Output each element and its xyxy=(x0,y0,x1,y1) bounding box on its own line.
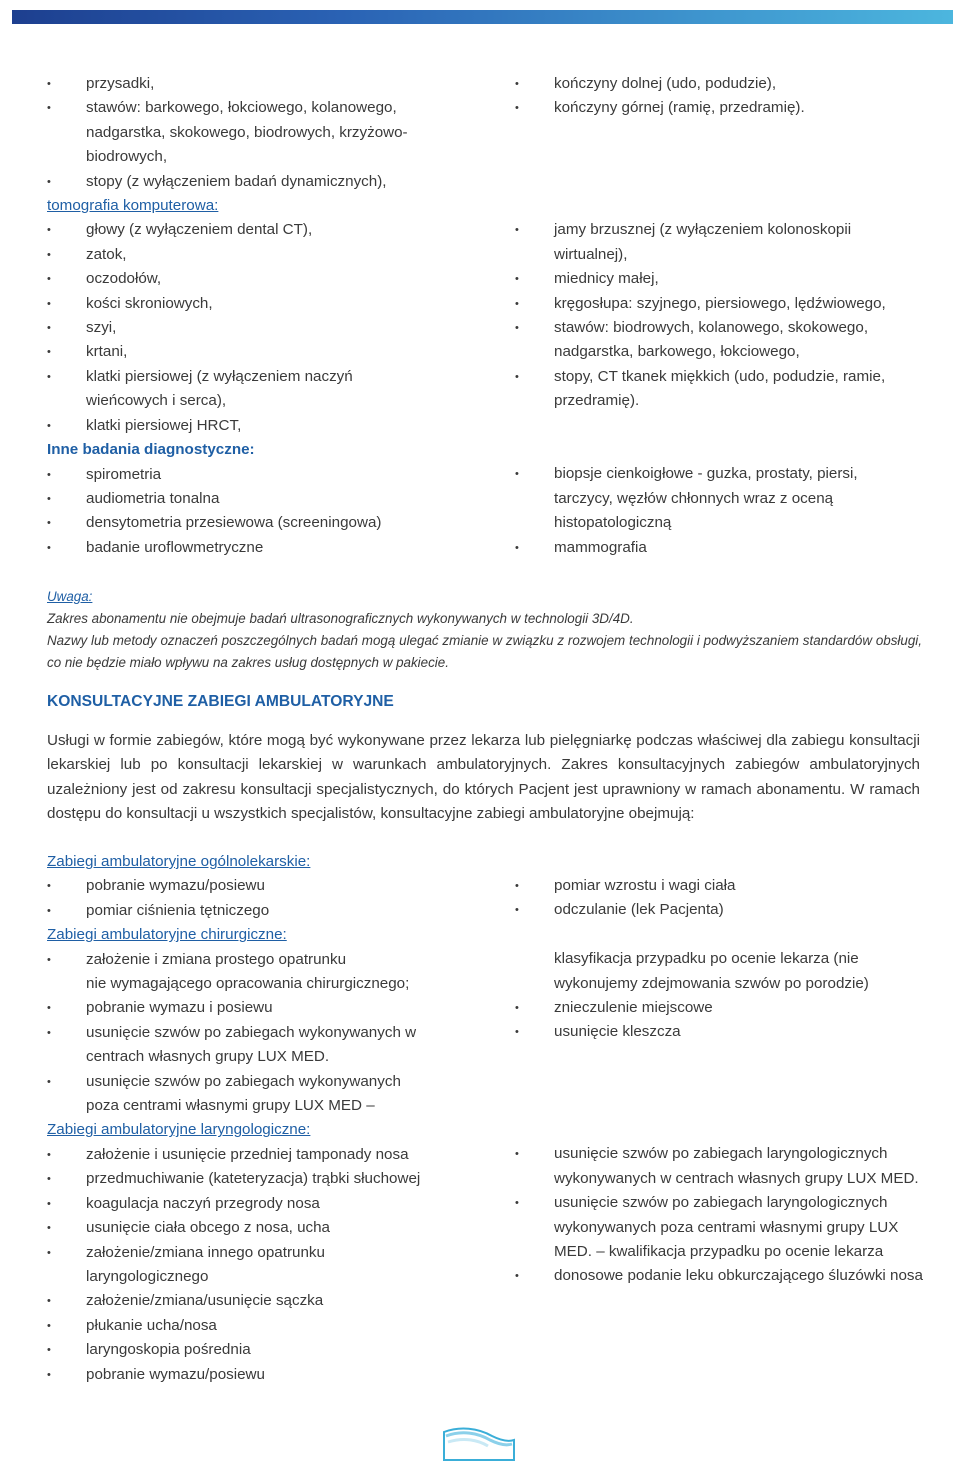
list-item: • pobranie wymazu i posiewu xyxy=(47,996,487,1020)
list-item: • usunięcie szwów po zabiegach laryngologicznych wykonywanych w centrach własnych grupy LUX MED. xyxy=(515,1142,924,1191)
list-item: • jamy brzusznej (z wyłączeniem kolonoskopii wirtualnej), xyxy=(515,218,894,267)
list-item: • spirometria xyxy=(47,463,487,487)
list-item: • donosowe podanie leku obkurczającego śluzówki nosa xyxy=(515,1264,924,1288)
header-gradient-bar xyxy=(12,10,953,24)
list-item: • kręgosłupa: szyjnego, piersiowego, lędźwiowego, xyxy=(515,292,935,316)
list-item: • densytometria przesiewowa (screeningowa) xyxy=(47,511,487,535)
diagnostics-right-column xyxy=(515,72,935,560)
list-item: • badanie uroflowmetryczne xyxy=(47,536,487,560)
list-item: • stopy, CT tkanek miękkich (udo, podudzie, ramie, przedramię). xyxy=(515,365,924,414)
list-item: • kości skroniowych, xyxy=(47,292,487,316)
list-item: • laryngoskopia pośrednia xyxy=(47,1338,487,1362)
procedures-left-column xyxy=(47,850,487,1387)
note-line-2: Nazwy lub metody oznaczeń poszczególnych badań mogą ulegać zmianie w związku z rozwojem technologii i podwyższaniem standardów obsługi, co nie będzie miało wpływu na zakres usług dostępnych w pakiecie. xyxy=(47,633,922,670)
list-item: • przysadki, xyxy=(47,72,487,96)
list-item: • miednicy małej, xyxy=(515,267,935,291)
list-item: • krtani, xyxy=(47,340,487,364)
list-item: • pomiar wzrostu i wagi ciała xyxy=(515,874,935,898)
list-item: • kończyny dolnej (udo, podudzie), xyxy=(515,72,935,96)
note-line-1: Zakres abonamentu nie obejmuje badań ultrasonograficznych wykonywanych w technologii 3D/4D. xyxy=(47,611,634,626)
list-item: • usunięcie ciała obcego z nosa, ucha xyxy=(47,1216,487,1240)
other-diagnostics-heading: Inne badania diagnostyczne: xyxy=(47,441,255,459)
list-item: • założenie/zmiana innego opatrunku laryngologicznego xyxy=(47,1241,386,1290)
list-item: • stawów: barkowego, łokciowego, kolanowego, nadgarstka, skokowego, biodrowych, krzyżowo-biodrowych, xyxy=(47,96,426,169)
list-item: • mammografia xyxy=(515,536,935,560)
list-item: • założenie i zmiana prostego opatrunku xyxy=(47,948,487,972)
list-item: • założenie i usunięcie przedniej tamponady nosa xyxy=(47,1143,487,1167)
list-item: • kończyny górnej (ramię, przedramię). xyxy=(515,96,935,120)
ct-heading-link[interactable]: tomografia komputerowa: xyxy=(47,197,219,215)
list-item: • pomiar ciśnienia tętniczego xyxy=(47,899,487,923)
procedures-right-column xyxy=(515,874,935,1289)
note-block xyxy=(47,586,922,674)
list-item: • stopy (z wyłączeniem badań dynamicznych), xyxy=(47,170,487,194)
list-item: • założenie/zmiana/usunięcie sączka xyxy=(47,1289,487,1313)
list-item: • usunięcie kleszcza xyxy=(515,1020,935,1044)
list-item: • szyi, xyxy=(47,316,487,340)
section-title: KONSULTACYJNE ZABIEGI AMBULATORYJNE xyxy=(47,693,394,710)
list-item-continuation: klasyfikacja przypadku po ocenie lekarza (nie wykonujemy zdejmowania szwów po porodzie) xyxy=(554,950,869,992)
list-item: • biopsje cienkoigłowe - guzka, prostaty, piersi, tarczycy, węzłów chłonnych wraz z oceną histopatologiczną xyxy=(515,462,899,535)
general-heading-link[interactable]: Zabiegi ambulatoryjne ogólnolekarskie: xyxy=(47,853,311,870)
list-item: • audiometria tonalna xyxy=(47,487,487,511)
list-item: • klatki piersiowej (z wyłączeniem naczyń wieńcowych i serca), xyxy=(47,365,386,414)
surgical-heading-link[interactable]: Zabiegi ambulatoryjne chirurgiczne: xyxy=(47,926,287,944)
list-item: • odczulanie (lek Pacjenta) xyxy=(515,898,935,922)
list-item: • usunięcie szwów po zabiegach wykonywanych w centrach własnych grupy LUX MED. xyxy=(47,1021,431,1070)
list-item: • stawów: biodrowych, kolanowego, skokowego, nadgarstka, barkowego, łokciowego, xyxy=(515,316,899,365)
note-label: Uwaga: xyxy=(47,589,93,604)
list-item: • usunięcie szwów po zabiegach laryngologicznych wykonywanych poza centrami własnymi grupy LUX MED. – kwalifikacja przypadku po ocenie lekarza xyxy=(515,1191,899,1264)
list-item: • płukanie ucha/nosa xyxy=(47,1314,487,1338)
list-item: • pobranie wymazu/posiewu xyxy=(47,874,487,898)
diagnostics-left-column xyxy=(47,72,487,560)
list-item: • przedmuchiwanie (kateteryzacja) trąbki słuchowej xyxy=(47,1167,487,1191)
list-item-continuation: nie wymagającego opracowania chirurgicznego; xyxy=(86,975,410,993)
list-item: • oczodołów, xyxy=(47,267,487,291)
list-item: • pobranie wymazu/posiewu xyxy=(47,1363,487,1387)
list-item: • znieczulenie miejscowe xyxy=(515,996,935,1020)
footer-logo-icon xyxy=(438,1420,518,1462)
list-item: • zatok, xyxy=(47,243,487,267)
section-paragraph: Usługi w formie zabiegów, które mogą być wykonywane przez lekarza lub pielęgniarkę podczas właściwej dla zabiegu konsultacji lekarskiej lub po konsultacji lekarskiej w warunkach ambulatoryjnych. Zakres konsultacyjnych zabiegów ambulatoryjnych uzależniony jest od zakresu konsultacji specjalistycznych, do których Pacjent jest uprawniony w ramach abonamentu. W ramach dostępu do konsultacji u wszystkich specjalistów, konsultacyjne zabiegi ambulatoryjne obejmują: xyxy=(47,732,920,823)
list-item: • klatki piersiowej HRCT, xyxy=(47,414,487,438)
laryngological-heading-link[interactable]: Zabiegi ambulatoryjne laryngologiczne: xyxy=(47,1121,311,1139)
list-item: • usunięcie szwów po zabiegach wykonywanych poza centrami własnymi grupy LUX MED – xyxy=(47,1070,431,1119)
list-item: • koagulacja naczyń przegrody nosa xyxy=(47,1192,487,1216)
list-item: • głowy (z wyłączeniem dental CT), xyxy=(47,218,487,242)
